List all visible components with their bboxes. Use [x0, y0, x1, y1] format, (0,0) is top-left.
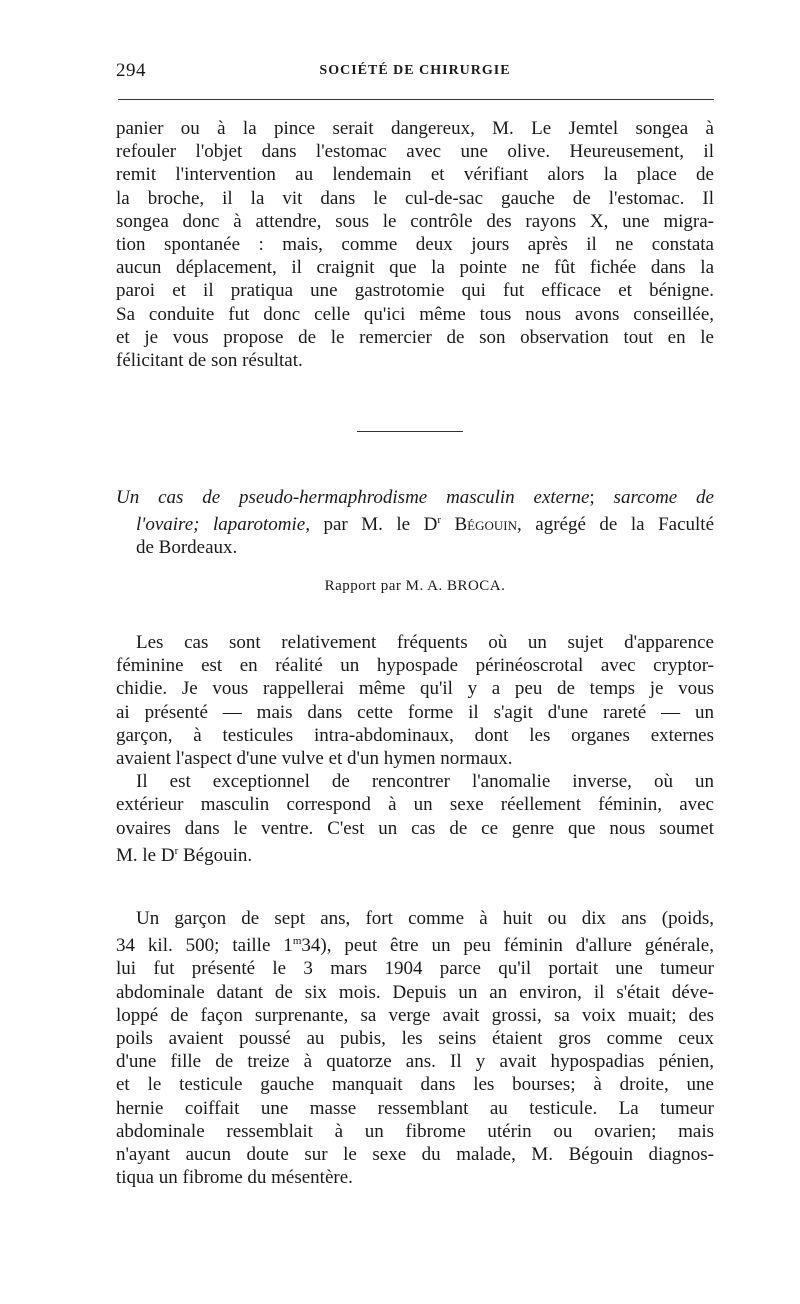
text-line: chidie. Je vous rappellerai même qu'il y a peu de temps je vous: [116, 678, 714, 700]
text-line: tiqua un fibrome du mésentère.: [116, 1167, 353, 1189]
text-line: Un garçon de sept ans, fort comme à huit ou dix ans (poids,: [136, 908, 714, 929]
text-line: Les cas sont relativement fréquents où un sujet d'apparence: [136, 632, 714, 653]
text-line: félicitant de son résultat.: [116, 350, 303, 372]
report-byline: Rapport par M. A. BROCA.: [324, 578, 506, 594]
title-line-3: de Bordeaux.: [136, 537, 238, 559]
text-line: extérieur masculin correspond à un sexe réellement féminin, avec: [116, 794, 714, 816]
running-title: SOCIÉTÉ DE CHIRURGIE: [319, 63, 511, 78]
paragraph-1: [116, 117, 714, 372]
text-line: d'une fille de treize à quatorze ans. Il y avait hypospadias pénien,: [116, 1051, 714, 1073]
line-text: 34 kil. 500; taille 1: [116, 935, 293, 957]
text-line: poils avaient poussé au pubis, les seins étaient gros comme ceux: [116, 1028, 714, 1050]
title-italic: Un cas de pseudo-hermaphrodisme masculin externe: [116, 487, 590, 508]
author-name: Bégouin,: [441, 514, 522, 536]
text-line: aucun déplacement, il craignit que la pointe ne fût fichée dans la: [116, 257, 714, 279]
text-line: ai présenté — mais dans cette forme il s'agit d'une rareté — un: [116, 701, 714, 723]
text-line: refouler l'objet dans l'estomac avec une olive. Heureusement, il: [116, 141, 714, 163]
text-line: avaient l'aspect d'une vulve et d'un hymen normaux.: [116, 748, 513, 770]
paragraph-4: [116, 907, 714, 1189]
text-line: paroi et il pratiqua une gastrotomie qui fut efficace et bénigne.: [116, 280, 714, 302]
superscript: r: [437, 514, 441, 527]
title-italic: sarcome de: [613, 487, 714, 508]
text-line: hernie coiffait une masse ressemblant au testicule. La tumeur: [116, 1097, 714, 1119]
text-line: la broche, il la vit dans le cul-de-sac gauche de l'estomac. Il: [116, 187, 714, 209]
header-rule: [118, 99, 714, 100]
superscript: r: [174, 844, 179, 857]
text-line: garçon, à testicules intra-abdominaux, dont les organes externes: [116, 724, 714, 746]
text-line: n'ayant aucun doute sur le sexe du malade, M. Bégouin diagnos-: [116, 1144, 714, 1166]
line-text: 34), peut être un peu féminin d'allure générale,: [301, 935, 714, 957]
text-line: panier ou à la pince serait dangereux, M. Le Jemtel songea à: [116, 118, 714, 139]
text-line: [116, 930, 714, 957]
text-line: remit l'intervention au lendemain et vérifiant alors la place de: [116, 164, 714, 186]
text-line: songea donc à attendre, sous le contrôle des rayons X, une migra-: [116, 210, 714, 232]
text-line: ovaires dans le ventre. C'est un cas de ce genre que nous soumet: [116, 817, 714, 839]
title-line-1: [116, 486, 714, 509]
page-number: 294: [116, 60, 146, 81]
text-line: Sa conduite fut donc celle qu'ici même tous nous avons conseillée,: [116, 303, 714, 325]
paragraph-2: [116, 631, 714, 867]
text-line: et le testicule gauche manquait dans les bourses; à droite, une: [116, 1074, 714, 1096]
line-text: Bégouin.: [178, 844, 253, 866]
text-line: abdominale datant de six mois. Depuis un an environ, il s'était déve-: [116, 981, 714, 1003]
page-header: [116, 56, 714, 96]
section-separator: [357, 431, 463, 432]
text-line: abdominale ressemblait à un fibrome utérin ou ovarien; mais: [116, 1120, 714, 1142]
text-line: féminine est en réalité un hypospade périnéoscrotal avec cryptor-: [116, 655, 714, 677]
title-separator: ;: [589, 487, 614, 508]
text-line: Il est exceptionnel de rencontrer l'anomalie inverse, où un: [136, 771, 714, 793]
title-text: par M. le D: [309, 514, 438, 536]
text-line: lui fut présenté le 3 mars 1904 parce qu'il portait une tumeur: [116, 958, 714, 980]
text-line: et je vous propose de le remercier de son observation tout en le: [116, 326, 714, 348]
superscript: m: [292, 935, 302, 948]
title-line-2: [116, 509, 714, 536]
line-text: M. le D: [116, 844, 175, 866]
title-text: agrégé de la Faculté: [521, 514, 714, 536]
article-title: [116, 486, 714, 560]
text-line: loppé de façon surprenante, sa verge avait grossi, sa voix muait; des: [116, 1004, 714, 1026]
title-italic: l'ovaire; laparotomie,: [136, 514, 310, 536]
text-line: tion spontanée : mais, comme deux jours après il ne constata: [116, 234, 714, 256]
text-line: [116, 840, 714, 867]
